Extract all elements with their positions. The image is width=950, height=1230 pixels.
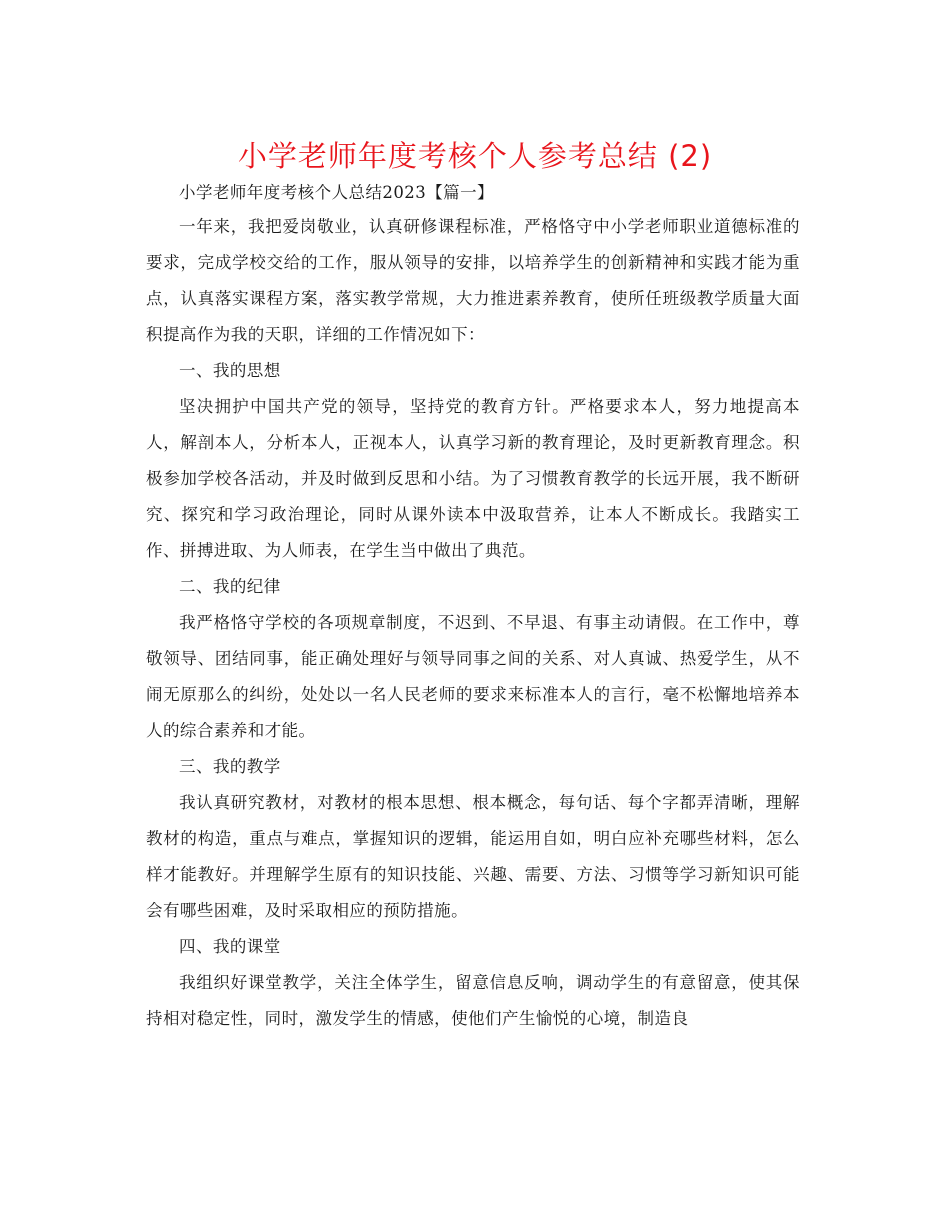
intro-paragraph: 一年来，我把爱岗敬业，认真研修课程标准，严格恪守中小学老师职业道德标准的要求，完成学校交给的工作，服从领导的安排，以培养学生的创新精神和实践才能为重点，认真落实课程方案，落实教学常规，大力推进素养教育，使所任班级教学质量大面积提高作为我的天职，详细的工作情况如下： — [146, 217, 800, 344]
section-heading-classroom: 四、我的课堂 — [179, 937, 281, 956]
section-heading-thought: 一、我的思想 — [179, 361, 281, 380]
section-heading-teaching: 三、我的教学 — [179, 757, 281, 776]
document-title: 小学老师年度考核个人参考总结 (2) — [237, 139, 713, 173]
subtitle-paragraph: 小学老师年度考核个人总结2023【篇一】 — [179, 183, 494, 202]
section-heading-discipline: 二、我的纪律 — [179, 577, 281, 596]
discipline-paragraph: 我严格恪守学校的各项规章制度，不迟到、不早退、有事主动请假。在工作中，尊敬领导、团结同事，能正确处理好与领导同事之间的关系、对人真诚、热爱学生，从不闹无原那么的纠纷，处处以一名人民老师的要求来标准本人的言行，毫不松懈地培养本人的综合素养和才能。 — [146, 613, 800, 740]
classroom-paragraph: 我组织好课堂教学，关注全体学生，留意信息反响，调动学生的有意留意，使其保持相对稳定性，同时，激发学生的情感，使他们产生愉悦的心境，制造良 — [146, 973, 800, 1028]
teaching-paragraph: 我认真研究教材，对教材的根本思想、根本概念，每句话、每个字都弄清晰，理解教材的构造，重点与难点，掌握知识的逻辑，能运用自如，明白应补充哪些材料，怎么样才能教好。并理解学生原有的知识技能、兴趣、需要、方法、习惯等学习新知识可能会有哪些困难，及时采取相应的预防措施。 — [146, 793, 800, 920]
thought-paragraph: 坚决拥护中国共产党的领导，坚持党的教育方针。严格要求本人，努力地提高本人，解剖本人，分析本人，正视本人，认真学习新的教育理论，及时更新教育理念。积极参加学校各活动，并及时做到反思和小结。为了习惯教育教学的长远开展，我不断研究、探究和学习政治理论，同时从课外读本中汲取营养，让本人不断成长。我踏实工作、拼搏进取、为人师表，在学生当中做出了典范。 — [146, 397, 800, 560]
document-body — [146, 176, 800, 1037]
